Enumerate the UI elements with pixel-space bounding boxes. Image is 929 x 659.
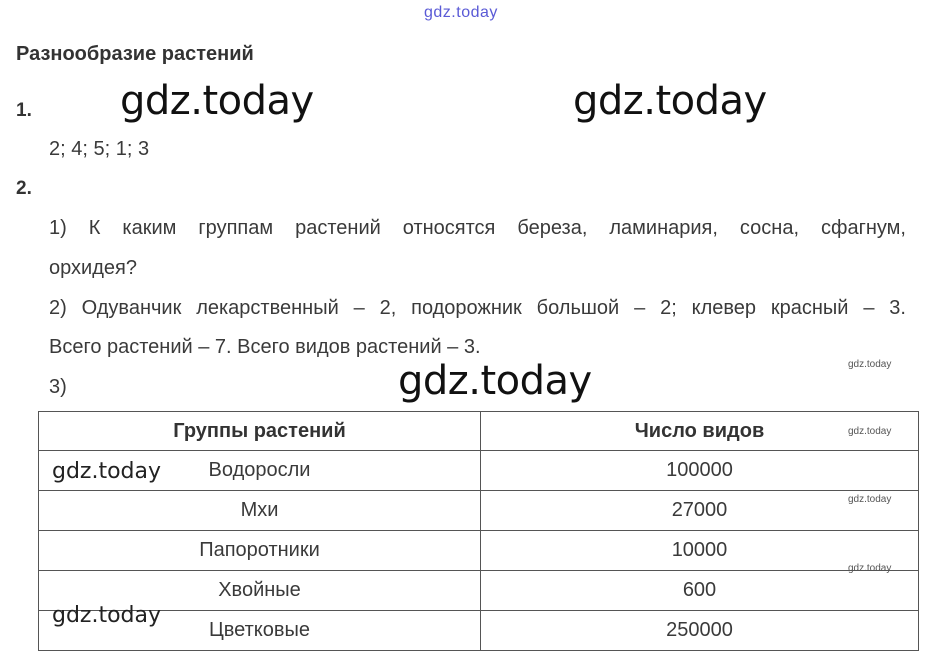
table-cell-count: 27000 xyxy=(481,491,919,531)
table-row xyxy=(39,491,919,531)
table-row xyxy=(39,451,919,491)
table-cell-group: Папоротники xyxy=(39,531,481,571)
watermark-large-2: gdz.today xyxy=(573,78,767,124)
table-cell-count: 10000 xyxy=(481,531,919,571)
task-2-question-1-line-1: 1) К каким группам растений относятся береза, ламинария, сосна, сфагнум, xyxy=(49,217,906,239)
task-2-question-1-line-2: орхидея? xyxy=(49,257,137,279)
page-title: Разнообразие растений xyxy=(16,43,254,65)
watermark-medium-1: gdz.today xyxy=(52,459,162,484)
watermark-small-4: gdz.today xyxy=(848,563,892,574)
watermark-large-1: gdz.today xyxy=(120,78,314,124)
table-cell-group: Хвойные xyxy=(39,571,481,611)
watermark-medium-2: gdz.today xyxy=(52,603,162,628)
watermark-small-2: gdz.today xyxy=(848,426,892,437)
watermark-top: gdz.today xyxy=(424,4,498,21)
table-header-row xyxy=(39,412,919,451)
task-2-question-3: 3) xyxy=(49,376,67,398)
table-cell-group: Цветковые xyxy=(39,611,481,651)
table-cell-group: Водоросли xyxy=(39,451,481,491)
table-header-species-count: Число видов xyxy=(481,412,919,451)
table-row xyxy=(39,611,919,651)
task-2-number: 2. xyxy=(16,178,32,199)
table-header-groups: Группы растений xyxy=(39,412,481,451)
watermark-small-1: gdz.today xyxy=(848,359,892,370)
watermark-small-3: gdz.today xyxy=(848,494,892,505)
table-cell-count: 600 xyxy=(481,571,919,611)
watermark-large-3: gdz.today xyxy=(398,358,592,404)
table-cell-count: 100000 xyxy=(481,451,919,491)
table-cell-count: 250000 xyxy=(481,611,919,651)
task-2-question-2-line-1: 2) Одуванчик лекарственный – 2, подорожник большой – 2; клевер красный – 3. xyxy=(49,297,906,319)
task-2-question-2-line-2: Всего растений – 7. Всего видов растений – 3. xyxy=(49,336,481,358)
task-1-number: 1. xyxy=(16,100,32,121)
table-cell-group: Мхи xyxy=(39,491,481,531)
task-1-answer: 2; 4; 5; 1; 3 xyxy=(49,138,150,160)
plant-groups-table xyxy=(38,411,919,651)
table-row xyxy=(39,571,919,611)
table-row xyxy=(39,531,919,571)
